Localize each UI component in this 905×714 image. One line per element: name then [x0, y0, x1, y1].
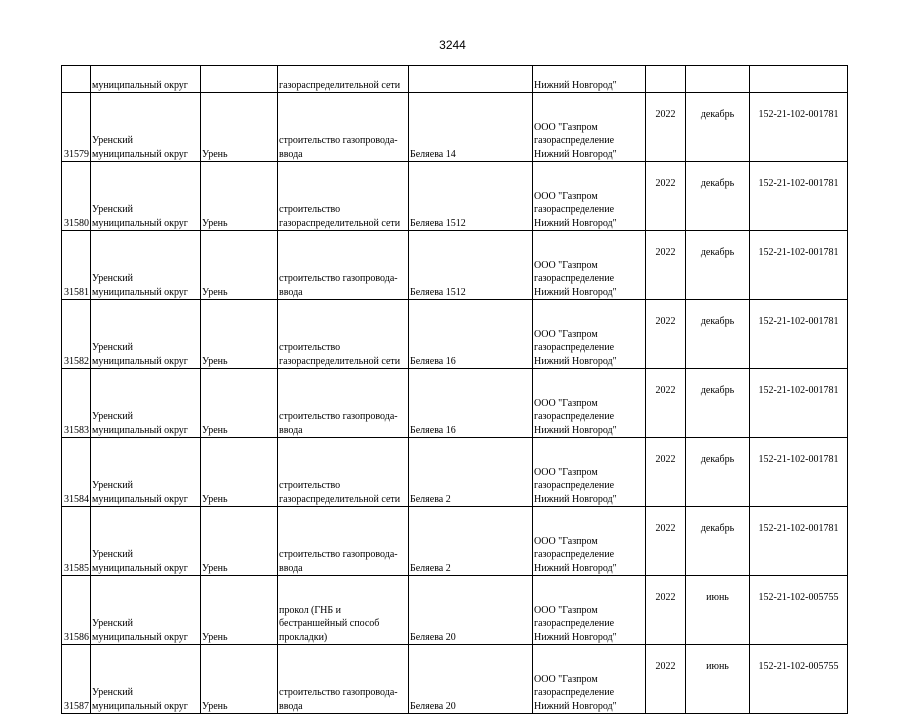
cell-org	[533, 93, 646, 162]
cell-org-line: газораспределение	[534, 135, 615, 146]
cell-work	[278, 93, 409, 162]
cell-district	[91, 300, 201, 369]
table-body	[62, 66, 848, 714]
cell-district-line: Уренский	[92, 549, 133, 560]
cell-locality: Урень	[201, 438, 278, 507]
cell-work	[278, 576, 409, 645]
cell-work-line: строительство газопровода-	[279, 411, 398, 422]
cell-org	[533, 507, 646, 576]
cell-num: 31587	[62, 645, 91, 714]
cell-org-line: Нижний Новгород"	[534, 355, 617, 367]
cell-org-line: газораспределение	[534, 618, 615, 629]
cell-work-line: ввода	[279, 424, 303, 436]
cell-code: 152-21-102-001781	[750, 231, 848, 300]
cell-num: 31584	[62, 438, 91, 507]
cell-org	[533, 645, 646, 714]
cell-month: декабрь	[686, 162, 750, 231]
cell-district	[91, 162, 201, 231]
cell-district-line: муниципальный округ	[92, 148, 188, 160]
cell-district: муниципальный округ	[91, 66, 201, 93]
table-row	[62, 438, 848, 507]
cell-address: Беляева 16	[409, 369, 533, 438]
cell-code: 152-21-102-005755	[750, 576, 848, 645]
cell-org-line: Нижний Новгород"	[534, 424, 617, 436]
cell-district-line: муниципальный округ	[92, 355, 188, 367]
cell-num: 31585	[62, 507, 91, 576]
cell-org-line: Нижний Новгород"	[534, 631, 617, 643]
cell-address: Беляева 16	[409, 300, 533, 369]
table-row	[62, 231, 848, 300]
cell-org-line: Нижний Новгород"	[534, 286, 617, 298]
cell-year	[646, 66, 686, 93]
cell-org	[533, 438, 646, 507]
cell-work-line: газораспределительной сети	[279, 355, 401, 367]
cell-district-line: Уренский	[92, 135, 133, 146]
cell-month	[686, 66, 750, 93]
cell-org-line: ООО "Газпром	[534, 190, 598, 202]
cell-district-line: Уренский	[92, 480, 133, 491]
cell-work-line: строительство газопровода-	[279, 273, 398, 284]
cell-code: 152-21-102-001781	[750, 162, 848, 231]
cell-year: 2022	[646, 576, 686, 645]
cell-year: 2022	[646, 231, 686, 300]
cell-org	[533, 576, 646, 645]
cell-locality	[201, 66, 278, 93]
cell-district-line: Уренский	[92, 342, 133, 353]
continuation-row	[62, 66, 848, 93]
cell-org	[533, 300, 646, 369]
cell-code: 152-21-102-001781	[750, 438, 848, 507]
cell-org-line: газораспределение	[534, 480, 615, 491]
cell-work-line: строительство газопровода-	[279, 687, 398, 698]
table-row	[62, 93, 848, 162]
cell-district-line: Уренский	[92, 411, 133, 422]
cell-work-line: ввода	[279, 286, 303, 298]
cell-district	[91, 645, 201, 714]
cell-org-line: газораспределение	[534, 687, 615, 698]
cell-org-line: ООО "Газпром	[534, 397, 598, 409]
cell-code: 152-21-102-001781	[750, 93, 848, 162]
cell-work-line: прокол (ГНБ и	[279, 604, 341, 616]
cell-district-line: муниципальный округ	[92, 286, 188, 298]
cell-work-line: строительство	[279, 204, 341, 215]
cell-work: газораспределительной сети	[278, 66, 409, 93]
cell-district-line: муниципальный округ	[92, 217, 188, 229]
cell-address	[409, 66, 533, 93]
cell-district-line: муниципальный округ	[92, 493, 188, 505]
cell-org-line: ООО "Газпром	[534, 466, 598, 478]
cell-locality: Урень	[201, 645, 278, 714]
cell-year: 2022	[646, 300, 686, 369]
cell-address: Беляева 20	[409, 576, 533, 645]
cell-month: декабрь	[686, 300, 750, 369]
cell-work	[278, 438, 409, 507]
cell-org-line: газораспределение	[534, 549, 615, 560]
cell-district	[91, 507, 201, 576]
cell-org-line: ООО "Газпром	[534, 328, 598, 340]
cell-work-line: ввода	[279, 700, 303, 712]
cell-year: 2022	[646, 438, 686, 507]
cell-work	[278, 300, 409, 369]
cell-locality: Урень	[201, 162, 278, 231]
cell-district	[91, 231, 201, 300]
cell-work-line: ввода	[279, 148, 303, 160]
cell-num: 31582	[62, 300, 91, 369]
cell-year: 2022	[646, 507, 686, 576]
cell-org: Нижний Новгород"	[533, 66, 646, 93]
cell-work	[278, 369, 409, 438]
cell-district	[91, 438, 201, 507]
cell-code: 152-21-102-001781	[750, 507, 848, 576]
cell-work-line: строительство	[279, 342, 341, 353]
cell-code: 152-21-102-001781	[750, 300, 848, 369]
cell-month: декабрь	[686, 93, 750, 162]
cell-locality: Урень	[201, 93, 278, 162]
cell-num: 31579	[62, 93, 91, 162]
cell-work-line: строительство газопровода-	[279, 135, 398, 146]
table-row	[62, 369, 848, 438]
cell-org-line: ООО "Газпром	[534, 535, 598, 547]
cell-org-line: ООО "Газпром	[534, 259, 598, 271]
cell-num: 31583	[62, 369, 91, 438]
cell-work	[278, 162, 409, 231]
cell-org-line: газораспределение	[534, 273, 615, 284]
cell-code: 152-21-102-005755	[750, 645, 848, 714]
cell-org	[533, 162, 646, 231]
cell-locality: Урень	[201, 300, 278, 369]
cell-district-line: Уренский	[92, 618, 133, 629]
cell-work-line: газораспределительной сети	[279, 217, 401, 229]
cell-num	[62, 66, 91, 93]
cell-month: июнь	[686, 645, 750, 714]
cell-org-line: Нижний Новгород"	[534, 148, 617, 160]
cell-district	[91, 576, 201, 645]
cell-district-line: муниципальный округ	[92, 631, 188, 643]
cell-org-line: Нижний Новгород"	[534, 700, 617, 712]
cell-org-line: Нижний Новгород"	[534, 217, 617, 229]
cell-org	[533, 369, 646, 438]
cell-locality: Урень	[201, 369, 278, 438]
cell-work	[278, 231, 409, 300]
cell-org-line: газораспределение	[534, 342, 615, 353]
cell-address: Беляева 1512	[409, 162, 533, 231]
table-row	[62, 576, 848, 645]
cell-org-line: газораспределение	[534, 204, 615, 215]
cell-code: 152-21-102-001781	[750, 369, 848, 438]
cell-address: Беляева 1512	[409, 231, 533, 300]
cell-district-line: Уренский	[92, 687, 133, 698]
cell-org-line: газораспределение	[534, 411, 615, 422]
table-row	[62, 162, 848, 231]
cell-district	[91, 93, 201, 162]
cell-num: 31580	[62, 162, 91, 231]
page-number: 3244	[439, 38, 466, 52]
cell-work	[278, 645, 409, 714]
cell-locality: Урень	[201, 231, 278, 300]
cell-work-line: строительство газопровода-	[279, 549, 398, 560]
cell-address: Беляева 2	[409, 438, 533, 507]
cell-address: Беляева 2	[409, 507, 533, 576]
cell-district-line: Уренский	[92, 204, 133, 215]
cell-year: 2022	[646, 369, 686, 438]
cell-month: декабрь	[686, 231, 750, 300]
cell-month: декабрь	[686, 369, 750, 438]
cell-district-line: Уренский	[92, 273, 133, 284]
table-row	[62, 300, 848, 369]
cell-address: Беляева 14	[409, 93, 533, 162]
cell-org-line: Нижний Новгород"	[534, 562, 617, 574]
cell-org	[533, 231, 646, 300]
cell-org-line: ООО "Газпром	[534, 673, 598, 685]
cell-month: декабрь	[686, 438, 750, 507]
cell-num: 31581	[62, 231, 91, 300]
cell-work-line: газораспределительной сети	[279, 493, 401, 505]
cell-month: декабрь	[686, 507, 750, 576]
cell-work-line: строительство	[279, 480, 341, 491]
cell-org-line: ООО "Газпром	[534, 121, 598, 133]
cell-district-line: муниципальный округ	[92, 424, 188, 436]
cell-locality: Урень	[201, 507, 278, 576]
cell-num: 31586	[62, 576, 91, 645]
cell-district	[91, 369, 201, 438]
cell-code	[750, 66, 848, 93]
cell-work-line: прокладки)	[279, 631, 328, 643]
cell-month: июнь	[686, 576, 750, 645]
cell-work-line: бестраншейный способ	[279, 618, 380, 629]
cell-locality: Урень	[201, 576, 278, 645]
table-row	[62, 507, 848, 576]
cell-address: Беляева 20	[409, 645, 533, 714]
cell-district-line: муниципальный округ	[92, 562, 188, 574]
cell-year: 2022	[646, 93, 686, 162]
cell-org-line: ООО "Газпром	[534, 604, 598, 616]
cell-org-line: Нижний Новгород"	[534, 493, 617, 505]
cell-year: 2022	[646, 162, 686, 231]
cell-year: 2022	[646, 645, 686, 714]
cell-work	[278, 507, 409, 576]
cell-work-line: ввода	[279, 562, 303, 574]
registry-table	[61, 65, 848, 714]
table-row	[62, 645, 848, 714]
cell-district-line: муниципальный округ	[92, 700, 188, 712]
